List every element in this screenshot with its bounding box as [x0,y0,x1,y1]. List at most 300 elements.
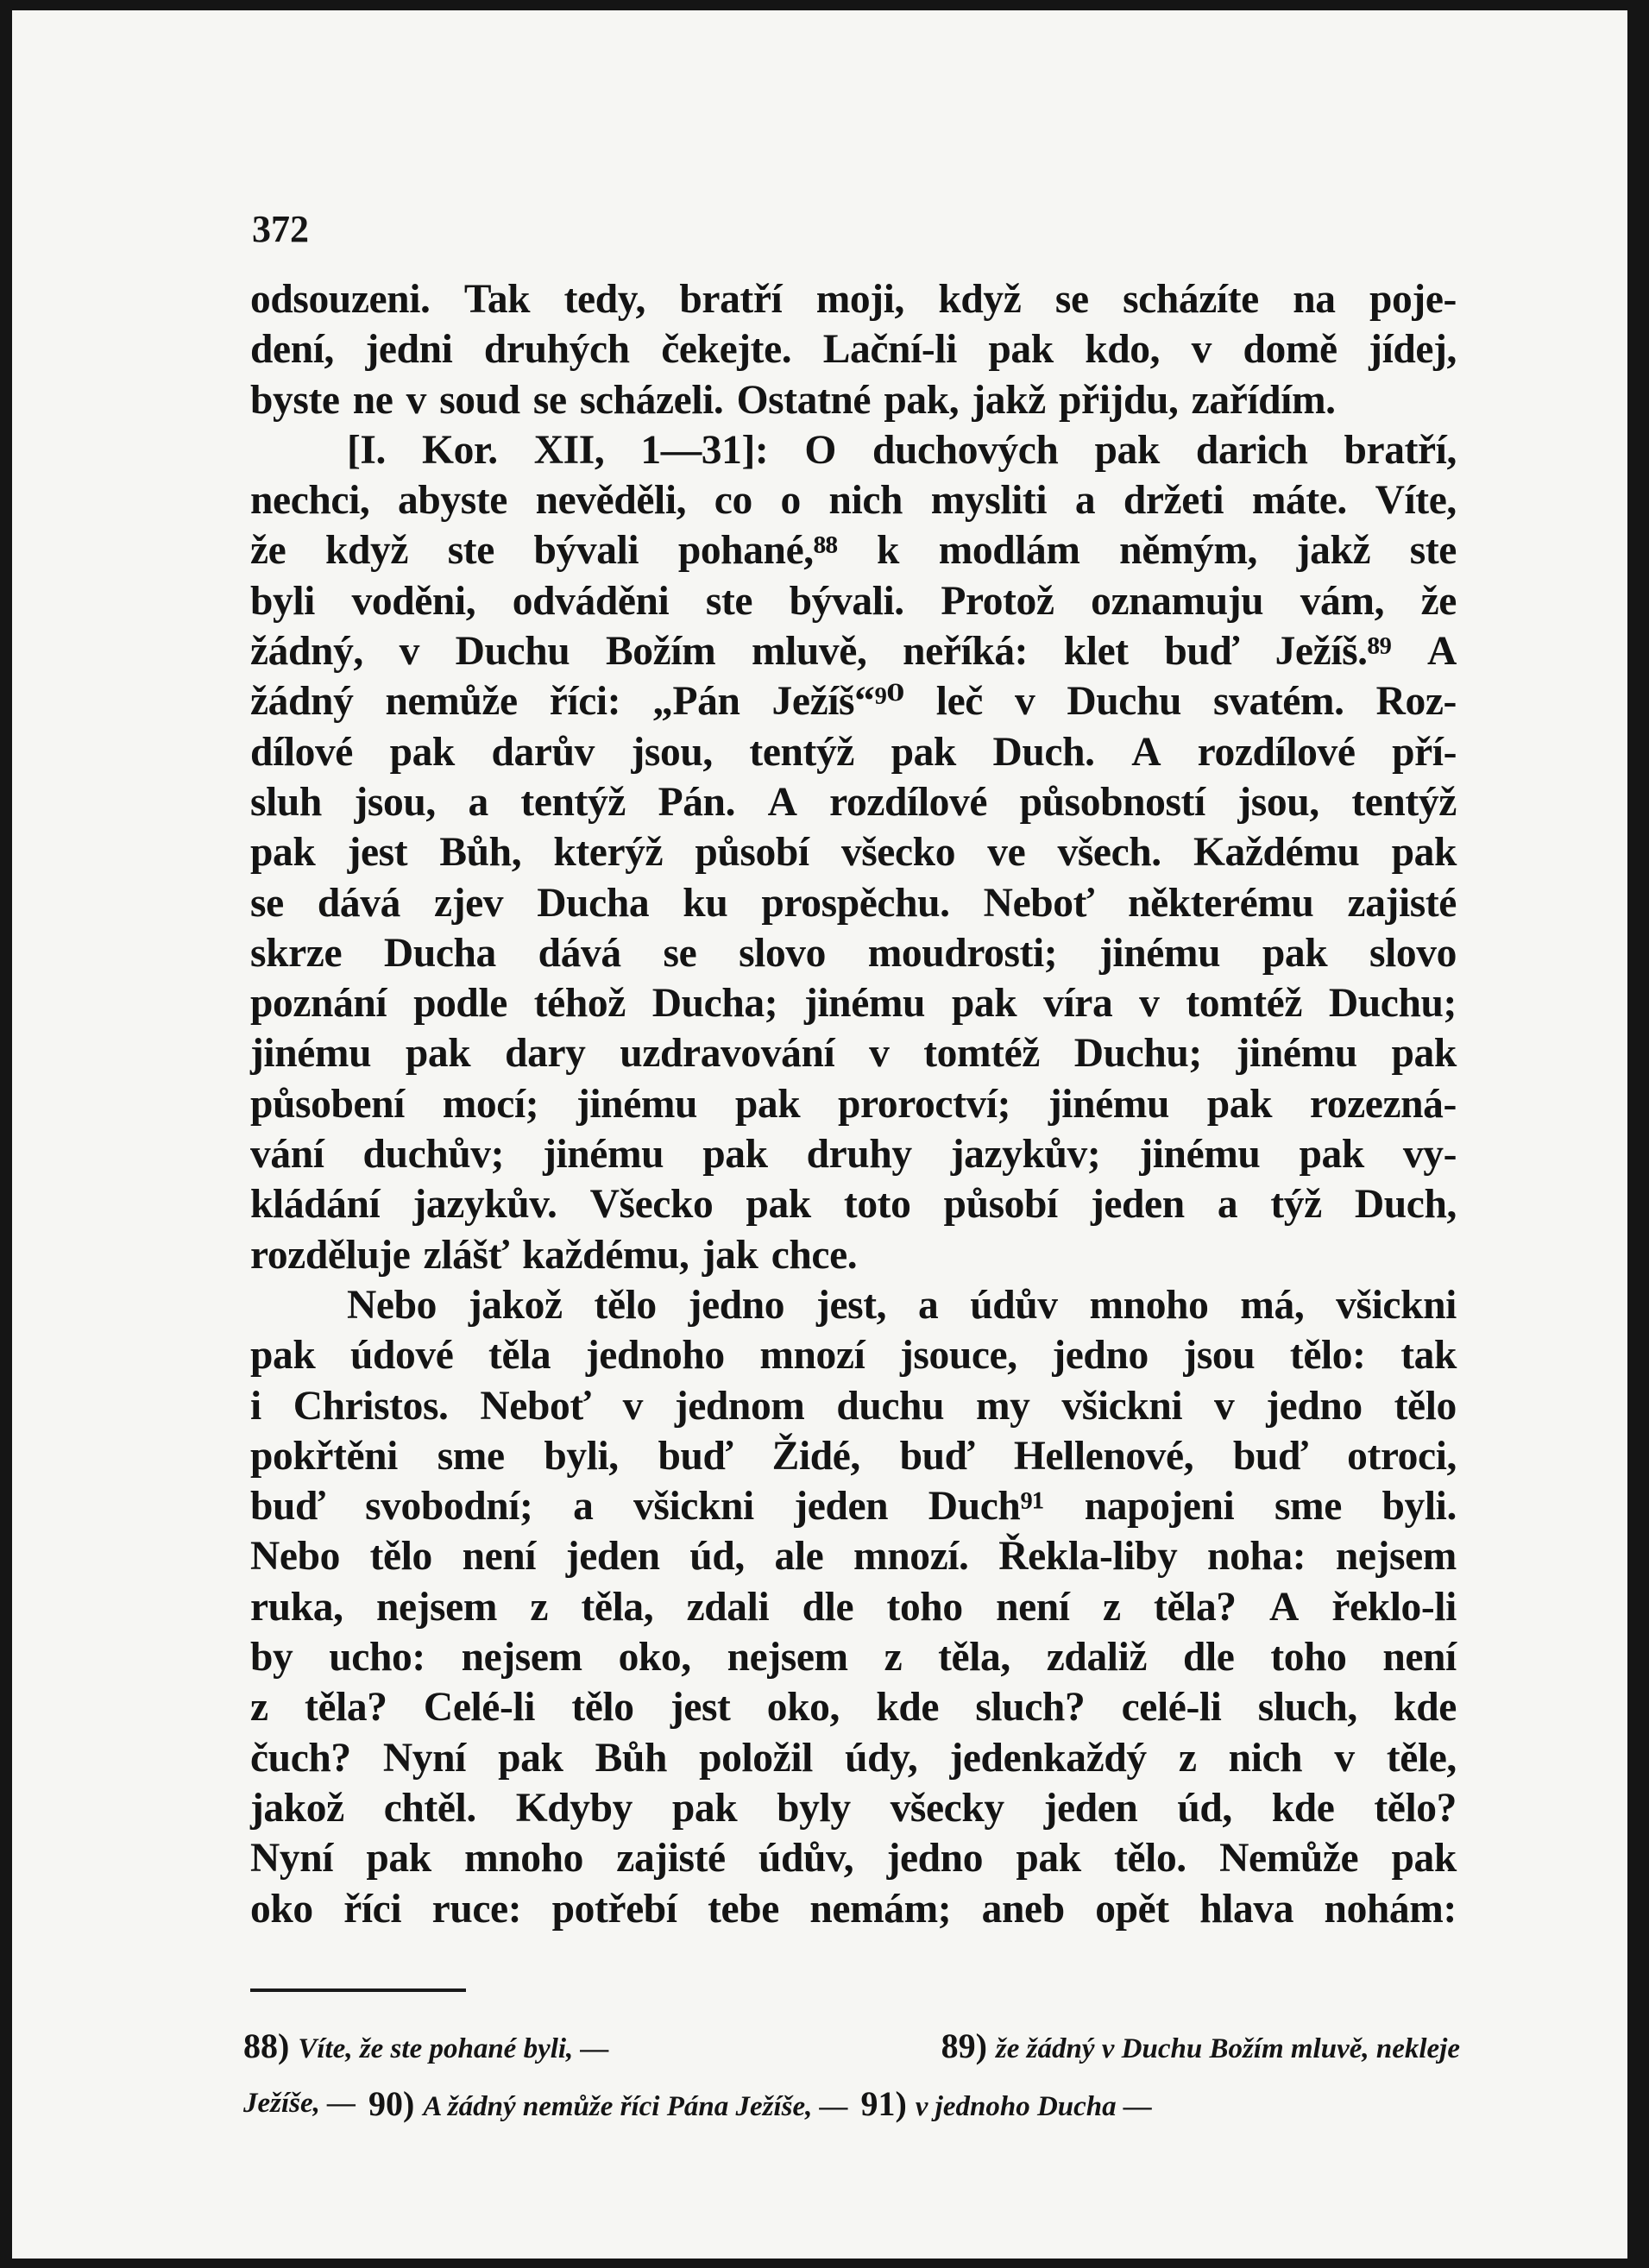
word: těla [488,1333,551,1379]
word: všecko [840,830,956,876]
word: Kdyby [515,1785,633,1831]
word: sluh [250,779,322,825]
word: všecky [890,1785,1004,1831]
word: říci [343,1886,402,1932]
word: Božím [605,629,716,675]
word: jak [702,1232,758,1278]
word: nevěděli, [535,478,687,524]
text-line [250,1079,1457,1129]
word: tak [1400,1333,1457,1379]
word: Neboť [983,880,1094,926]
text-line [250,1531,1457,1581]
word: působností [1019,779,1205,825]
word: máte. [1251,478,1347,524]
word: Protož [941,578,1054,624]
word: a [918,1282,939,1328]
word: Duchu [455,629,570,675]
word: žádný, [250,629,363,675]
word: Ježíš.⁸⁹ [1275,629,1392,675]
word: ste [705,578,753,624]
word: k [877,528,900,574]
word: není [1382,1635,1457,1681]
word: z [884,1635,903,1681]
word: ste [1409,528,1457,574]
word: zjev [434,880,504,926]
word: těla, [581,1584,654,1630]
word: Nebo [250,1534,340,1580]
word: nejsem [461,1635,582,1681]
word: ale [774,1534,824,1580]
word: pak [250,830,316,876]
footnote-number: 91) [860,2084,916,2123]
word: ve [987,830,1026,876]
word: bývali. [789,578,904,624]
word: Lační-li [822,327,957,373]
word: jakž [972,377,1046,423]
word: Bůh, [439,830,522,876]
word: se [1054,277,1089,322]
word: zařídím. [1191,377,1336,423]
word: „Pán [652,679,740,725]
word: těla? [1154,1584,1237,1630]
word: v [622,1383,643,1429]
word: ucho: [329,1635,425,1681]
word: není [462,1534,537,1580]
footnote-number: 88) [243,2026,299,2065]
word: klet [1063,629,1129,675]
word: mysliti [930,478,1048,524]
text-line [250,676,1457,726]
word: z [250,1685,268,1731]
word: těle, [1386,1735,1457,1781]
word: kterýž [553,830,664,876]
word: Nyní [382,1735,466,1781]
word: Celé-li [423,1685,535,1731]
word: mnoho [1089,1282,1209,1328]
footnote [860,2076,1151,2134]
text-line [250,1129,1457,1179]
footnote-text: že žádný v Duchu Božím mluvě, nekleje [995,2033,1460,2064]
word: některému [1128,880,1314,926]
word: tělo: [1289,1333,1366,1379]
word: nejsem [727,1635,848,1681]
word: údův [970,1282,1058,1328]
word: přijdu, [1059,377,1179,423]
word: sluch? [975,1685,1086,1731]
word: abyste [398,478,507,524]
word: jsou [1183,1333,1256,1379]
word: oko, [618,1635,691,1681]
footnote-text: A žádný nemůže říci Pána Ježíše, — [423,2091,848,2122]
word: sme [437,1433,505,1479]
word: i [250,1383,261,1429]
word: v [869,1031,890,1077]
word: ruka, [250,1584,343,1630]
word: pak [405,1031,471,1077]
word: jest, [816,1282,887,1328]
word: z [1102,1584,1121,1630]
word: se [532,377,567,423]
word: napojeni [1084,1484,1235,1530]
text-line [250,1884,1457,1934]
word: vání [250,1132,324,1178]
word: A [1131,729,1161,775]
word: jeden [1043,1785,1138,1831]
word: tomtéž [923,1031,1040,1077]
word: uzdravování [620,1031,835,1077]
word: druhých [483,327,630,373]
word: v [1214,1383,1235,1429]
word: opět [1095,1886,1169,1932]
word: moudrosti; [867,930,1058,976]
word: Nyní [250,1836,334,1882]
word: svatém. [1213,679,1344,725]
word: Ježíš“⁹⁰ [771,679,904,725]
word: otroci, [1347,1433,1457,1479]
footnote-number: 90) [368,2084,424,2123]
word: darich [1195,427,1308,473]
footnote-line [243,2019,1460,2076]
word: Christos. [293,1383,449,1429]
word: Duchu; [1073,1031,1202,1077]
word: scházeli. [579,377,724,423]
word: dává [317,880,400,926]
footnote-line [243,2076,1460,2134]
word: není [996,1584,1070,1630]
word: jedno [886,1836,984,1882]
word: neříká: [903,629,1029,675]
word: jsou, [1237,779,1319,825]
text-line [250,928,1457,978]
word: úd, [689,1534,745,1580]
word: pak [1016,1836,1081,1882]
word: tomtéž [1186,981,1303,1027]
word: Ducha [537,880,650,926]
word: Duch. [992,729,1095,775]
word: když [325,528,409,574]
word: mnozí. [853,1534,969,1580]
footnote-text: Víte, že ste pohané byli, — [298,2033,609,2064]
page-number: 372 [252,208,309,250]
word: O [804,427,836,473]
word: pak [746,1182,811,1228]
word: leč [935,679,983,725]
word: zdaliž [1046,1635,1148,1681]
word: a [1074,478,1096,524]
word: byli, [544,1433,619,1479]
word: Řekla-liby [998,1534,1178,1580]
footnote [941,2019,1460,2076]
word: a [573,1484,594,1530]
word: Duch⁹¹ [928,1484,1045,1530]
word: jinému [1098,930,1221,976]
word: na [1293,277,1336,322]
text-line [250,274,1457,324]
text-line [250,1833,1457,1883]
word: Nebo [347,1282,437,1328]
word: němým, [1119,528,1258,574]
word: Víte, [1375,478,1457,524]
word: bratří [679,277,783,322]
word: podle [413,981,507,1027]
word: o [780,478,801,524]
word: každému, [522,1232,689,1278]
text-line [250,727,1457,777]
word: působení [250,1081,405,1127]
word: mnozí [759,1333,865,1379]
word: jakož [468,1282,563,1328]
word: Ducha [383,930,496,976]
word: jedno [688,1282,785,1328]
word: v [1191,327,1212,373]
word: Ostatné [736,377,872,423]
word: jinému [1048,1081,1169,1127]
word: oko [250,1886,313,1932]
word: z [530,1584,549,1630]
word: jedno [1052,1333,1149,1379]
word: skrze [250,930,343,976]
word: Všecko [589,1182,714,1228]
text-line [250,1280,1457,1330]
word: mluvě, [751,629,867,675]
word: zdali [686,1584,770,1630]
word: kde [1394,1685,1457,1731]
word: buď [250,1484,325,1530]
word: nechci, [250,478,370,524]
footnote [243,2076,356,2134]
word: nejsem [375,1584,497,1630]
word: buď [658,1433,733,1479]
word: bratří, [1344,427,1457,473]
word: byste [250,377,340,423]
word: pak [1391,830,1457,876]
word: byly [777,1785,851,1831]
word: se [250,880,284,926]
word: scházíte [1123,277,1259,322]
word: působí [695,830,809,876]
word: pak [951,981,1017,1027]
word: prospěchu. [761,880,950,926]
footnote [368,2076,848,2134]
word: Kor. [422,427,498,473]
word: jeden [794,1484,889,1530]
word: tentýž [520,779,626,825]
word: pak [671,1785,738,1831]
word: toto [843,1182,911,1228]
word: jakž [1296,528,1371,574]
word: odsouzeni. [250,277,431,322]
word: byli [250,578,315,624]
word: v [399,629,419,675]
word: když [938,277,1022,322]
word: všickni [633,1484,754,1530]
word: že [1420,578,1457,624]
word: noha: [1207,1534,1306,1580]
word: tělo [571,1685,634,1731]
word: mnoho [464,1836,583,1882]
word: moji, [815,277,904,322]
word: buď [899,1433,975,1479]
word: ruce: [431,1886,522,1932]
word: svobodní; [365,1484,533,1530]
text-line [250,626,1457,676]
word: oko, [766,1685,840,1731]
word: tentýž [1351,779,1457,825]
word: Roz- [1375,679,1457,725]
word: tentýž [749,729,854,775]
word: Duchu; [1328,981,1457,1027]
word: pak, [884,377,960,423]
word: ne [352,377,393,423]
word: darův [491,729,595,775]
footnote [243,2019,609,2076]
text-line [250,525,1457,575]
word: mocí; [442,1081,539,1127]
word: nejsem [1335,1534,1457,1580]
text-line [250,1179,1457,1229]
footnote-text: v jednoho Ducha — [915,2091,1152,2122]
word: rozezná- [1309,1081,1457,1127]
word: všickni [1336,1282,1457,1328]
text-line [250,1582,1457,1632]
word: nich [828,478,903,524]
word: se [663,930,697,976]
word: jinému [250,1031,372,1077]
body-text [250,274,1457,1934]
word: jeden [565,1534,660,1580]
word: duchových [872,427,1059,473]
word: tělo? [1374,1785,1457,1831]
word: slovo [1369,930,1457,976]
word: A [1269,1584,1299,1630]
word: vy- [1402,1132,1457,1178]
word: položil [699,1735,813,1781]
word: dle [1182,1635,1235,1681]
word: čuch? [250,1735,351,1781]
word: tedy, [563,277,645,322]
word: toho [886,1584,963,1630]
word: chce. [771,1232,858,1278]
word: Každému [1193,830,1360,876]
word: toho [1270,1635,1347,1681]
word: nemám; [809,1886,952,1932]
word: nich [1228,1735,1303,1781]
word: dílové [250,729,353,775]
word: tělo [1394,1383,1457,1429]
word: držeti [1123,478,1224,524]
text-line [250,1783,1457,1833]
word: údové [350,1333,454,1379]
word: poznání [250,981,387,1027]
word: 1—31]: [640,427,769,473]
text-line [250,1230,1457,1280]
text-line [250,324,1457,374]
word: vám, [1300,578,1385,624]
text-line [250,375,1457,425]
word: kládání [250,1182,381,1228]
word: aneb [981,1886,1065,1932]
word: jest [670,1685,731,1731]
word: jednoho [585,1333,725,1379]
word: úd, [1177,1785,1232,1831]
word: a [468,779,488,825]
word: rozděluje [250,1232,411,1278]
word: soud [439,377,520,423]
word: pak [1391,1836,1457,1882]
word: Pán. [658,779,736,825]
word: tělo. [1114,1836,1186,1882]
word: řeklo-li [1331,1584,1457,1630]
word: sme [1274,1484,1342,1530]
word: odváděni [512,578,670,624]
word: nohám: [1324,1886,1457,1932]
word: pak [1206,1081,1273,1127]
word: pak [734,1081,801,1127]
word: působí [943,1182,1058,1228]
word: Neboť [480,1383,591,1429]
text-line [250,475,1457,525]
text-line [250,1330,1457,1380]
footnote-divider [250,1988,466,1992]
word: v [1334,1735,1355,1781]
word: jsouce, [899,1333,1017,1379]
word: týž [1270,1182,1322,1228]
word: tebe [708,1886,779,1932]
word: všech. [1057,830,1161,876]
word: pak [702,1132,768,1178]
word: všickni [1061,1383,1183,1429]
word: jedenkaždý [949,1735,1147,1781]
text-line [250,827,1457,877]
word: pokřtěni [250,1433,398,1479]
word: buď [1164,629,1239,675]
word: jakož [250,1785,344,1831]
word: jest [347,830,408,876]
word: rozdílové [1197,729,1356,775]
word: z [1178,1735,1197,1781]
word: zajisté [1347,880,1457,926]
word: Nemůže [1219,1836,1359,1882]
word: pak [366,1836,431,1882]
footnote-number: 89) [941,2026,996,2065]
word: slovo [739,930,826,976]
word: víra [1043,981,1113,1027]
word: jinému [803,981,926,1027]
word: jedno [1266,1383,1363,1429]
word: jsou, [631,729,713,775]
word: chtěl. [383,1785,476,1831]
text-line [250,1028,1457,1078]
word: kdo, [1085,327,1161,373]
word: pak [891,729,956,775]
word: potřebí [551,1886,677,1932]
word: zajisté [616,1836,726,1882]
word: čekejte. [661,327,792,373]
footnote-text: Ježíše, — [243,2088,356,2119]
word: údův, [758,1836,854,1882]
word: dení, [250,327,334,373]
word: říci: [549,679,621,725]
word: jinému [1139,1132,1261,1178]
word: nemůže [385,679,518,725]
word: jinému [543,1132,664,1178]
word: co [714,478,752,524]
word: ste [447,528,494,574]
text-line [250,878,1457,928]
word: Tak [463,277,531,322]
word: pak [1094,427,1160,473]
word: dary [505,1031,586,1077]
